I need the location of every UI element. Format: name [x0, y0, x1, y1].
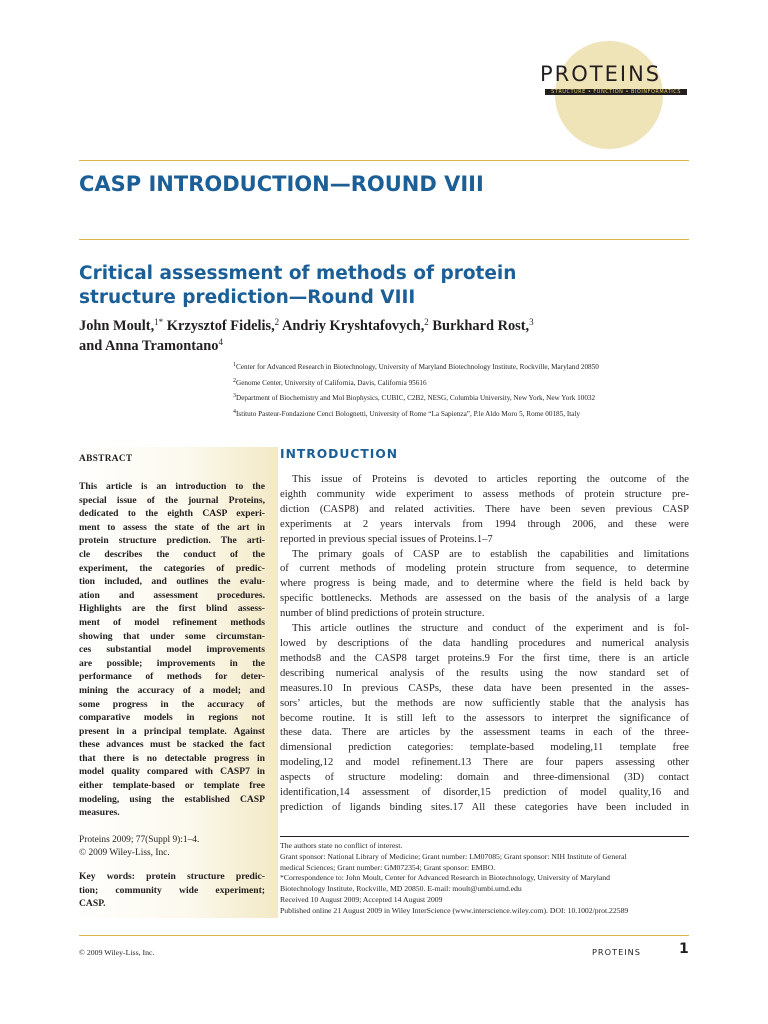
title-line: structure prediction—Round VIII — [79, 287, 416, 308]
introduction-line: This article outlines the structure and conduct of the experiment and is fol- — [292, 623, 689, 635]
footer-journal-name: PROTEINS — [592, 947, 641, 957]
abstract-line: either template-based or template free — [79, 780, 265, 792]
author-line — [79, 336, 699, 356]
introduction-line: eighth community wide experiment to assess methods of protein structure pre- — [280, 488, 689, 500]
footnote-line: *Correspondence to: John Moult, Center for Advanced Research in Biotechnology, University of Maryland — [280, 873, 610, 883]
introduction-line: these data. There are articles by the assessment teams in each of the three- — [280, 727, 689, 739]
author-name: John Moult, — [79, 318, 155, 334]
introduction-line: methods8 and the CASP8 target proteins.9 For the first time, there is an article — [280, 652, 689, 664]
logo-background-circle — [555, 41, 663, 149]
affiliation-number: 3 — [233, 393, 236, 399]
abstract-line: performance of methods for deter- — [79, 671, 265, 683]
top-divider — [79, 160, 689, 161]
abstract-line: ation and assessment procedures. — [79, 589, 265, 601]
footnote-line: medical Sciences; Grant number: GM072354; Grant sponsor: EMBO. — [280, 862, 496, 872]
abstract-line: modeling, using the established CASP — [79, 793, 265, 805]
footer-copyright: © 2009 Wiley-Liss, Inc. — [79, 948, 155, 957]
title-line: Critical assessment of methods of protein — [79, 263, 517, 284]
affiliation-number: 2 — [233, 377, 236, 384]
affiliation-text: Department of Biochemistry and Mol Biophysics, CUBIC, C2B2, NESG, Columbia University, New York, New York 10032 — [236, 394, 596, 402]
abstract-line: tion included, and outlines the evalu- — [79, 576, 265, 588]
keywords-line: tion; community wide experiment; — [79, 884, 265, 896]
abstract-line: special issue of the journal Proteins, — [79, 494, 265, 506]
abstract-line: mining the accuracy of a model; and — [79, 684, 265, 696]
affiliation-text: Genome Center, University of California, Davis, California 95616 — [236, 378, 427, 387]
introduction-heading: INTRODUCTION — [280, 447, 399, 461]
author-affiliation-mark: 2 — [274, 317, 280, 327]
footnote-line: Received 10 August 2009; Accepted 14 August 2009 — [280, 894, 443, 904]
abstract-line: dedicated to the eighth CASP experi- — [79, 508, 265, 520]
abstract-line: these advances must be stacked the fact — [79, 739, 265, 751]
journal-logo: PROTEINS — [540, 62, 662, 86]
affiliation-number: 1 — [233, 362, 236, 368]
introduction-line: become routine. It is still left to the assessors to interpret the significance of — [280, 712, 689, 724]
abstract-line: experiment, the categories of predic- — [79, 562, 265, 574]
footnote-line: Biotechnology Institute, Rockville, MD 20850. E-mail: moult@umbi.umd.edu — [280, 884, 522, 894]
citation-line: © 2009 Wiley-Liss, Inc. — [79, 847, 170, 858]
introduction-line: prediction of ligands binding sites.17 All these categories have been included in — [280, 801, 689, 813]
introduction-line: reported in previous special issues of Proteins.1–7 — [280, 533, 493, 545]
introduction-line: specific bottlenecks. Methods are assessed on the basis of the analysis of a large — [280, 593, 689, 605]
introduction-line: describing numerical analysis of the results using the now standard set of — [280, 667, 689, 679]
abstract-line: ces substantial model improvements — [79, 644, 265, 656]
introduction-line: measures.10 In previous CASPs, these data have been presented in the asses- — [280, 682, 689, 694]
abstract-line: ment of model refinement methods — [79, 616, 265, 628]
abstract-line: protein structure prediction. The arti- — [79, 535, 265, 547]
footnote-divider — [280, 836, 689, 837]
article-title — [79, 262, 699, 310]
author-affiliation-mark: 1* — [154, 317, 164, 327]
abstract-line: present in a principal template. Against — [79, 725, 265, 737]
page-number: 1 — [679, 941, 689, 957]
author-name: Andriy Kryshtafovych, — [279, 318, 425, 334]
abstract-line: ment to assess the state of the art in — [79, 521, 265, 533]
introduction-line: This issue of Proteins is devoted to articles reporting the outcome of the — [292, 474, 689, 485]
abstract-line: showing that under some circumstan- — [79, 630, 265, 642]
citation-line: Proteins 2009; 77(Suppl 9):1–4. — [79, 835, 200, 845]
affiliation — [233, 407, 703, 423]
introduction-line: of current methods of modeling protein structure from sequence, to determine — [280, 563, 689, 575]
keywords — [79, 870, 265, 911]
footnote-line: Grant sponsor: National Library of Medicine; Grant number: LM07085; Grant sponsor: NIH Institute of General — [280, 851, 627, 861]
keywords-line: Key words: protein structure predic- — [79, 871, 265, 882]
introduction-line: experiments at 2 years intervals from 1994 through 2006, and these were — [280, 518, 689, 530]
section-divider — [79, 239, 689, 240]
author-affiliation-mark: 2 — [424, 317, 429, 327]
introduction-line: sors’ articles, but the methods are now sufficiently stable that the analysis has — [280, 697, 689, 709]
keywords-line: CASP. — [79, 898, 106, 910]
abstract-line: cle describes the conduct of the — [79, 548, 265, 560]
footnote-line: Published online 21 August 2009 in Wiley InterScience (www.interscience.wiley.com). DOI: 10.1002/prot.22589 — [280, 905, 629, 915]
abstract-line: that there is no detectable progress in — [79, 752, 265, 764]
author-name: Krzysztof Fidelis, — [163, 318, 275, 334]
affiliation-text: Center for Advanced Research in Biotechnology, University of Maryland Biotechnology Institute, Rockville, Maryland 20850 — [236, 363, 599, 371]
abstract-line: measures. — [79, 807, 120, 819]
author-name: and Anna Tramontano — [79, 338, 219, 354]
journal-logo-tagline: STRUCTURE • FUNCTION • BIOINFORMATICS — [545, 89, 687, 95]
author-line — [79, 316, 699, 336]
author-affiliation-mark: 4 — [218, 337, 223, 347]
affiliation — [233, 360, 703, 376]
author-affiliation-mark: 3 — [529, 317, 534, 327]
footnotes — [280, 841, 689, 917]
abstract-line: model quality compared with CASP7 in — [79, 766, 265, 778]
abstract-line: comparative models in regions not — [79, 712, 265, 724]
introduction-line: lowed by descriptions of the data handling procedures and numerical analysis — [280, 637, 689, 649]
abstract-heading: ABSTRACT — [79, 454, 133, 464]
author-name: Burkhard Rost, — [428, 318, 530, 334]
footnote-line: The authors state no conflict of interest. — [280, 841, 403, 850]
introduction-line: number of blind predictions of protein structure. — [280, 608, 485, 620]
introduction-line: where progress is being made, and to determine where the field is held back by — [280, 578, 689, 590]
abstract-line: Highlights are the first blind assess- — [79, 603, 265, 615]
introduction-line: diction (CASP8) and related activities. There have been seven previous CASP — [280, 503, 689, 515]
introduction-line: identification,14 assessment of disorder,15 prediction of model quality,16 and — [280, 787, 689, 799]
affiliations — [233, 360, 703, 422]
abstract-line: some progress in the accuracy of — [79, 698, 265, 710]
citation — [79, 834, 269, 860]
author-list — [79, 316, 699, 356]
introduction-text — [280, 473, 689, 816]
introduction-line: modeling,12 and model refinement.13 There are four papers assessing other — [280, 757, 689, 769]
affiliation — [233, 391, 703, 407]
footer-divider — [79, 935, 689, 936]
abstract-text — [79, 480, 265, 820]
abstract-line: This article is an introduction to the — [79, 481, 265, 492]
affiliation-number: 4 — [233, 408, 236, 415]
section-heading: CASP INTRODUCTION—ROUND VIII — [79, 172, 484, 196]
affiliation — [233, 376, 703, 392]
introduction-line: The primary goals of CASP are to establish the capabilities and limitations — [292, 548, 689, 560]
introduction-line: aspects of structure modeling: domain and three-dimensional (3D) contact — [280, 772, 689, 784]
abstract-line: are possible; improvements in the — [79, 657, 265, 669]
introduction-line: dimensional prediction categories: template-based modeling,11 template free — [280, 742, 689, 754]
affiliation-text: Istituto Pasteur-Fondazione Cenci Bolognetti, University of Rome “La Sapienza”, P.le Aldo Moro 5, Rome 00185, Italy — [236, 409, 580, 418]
